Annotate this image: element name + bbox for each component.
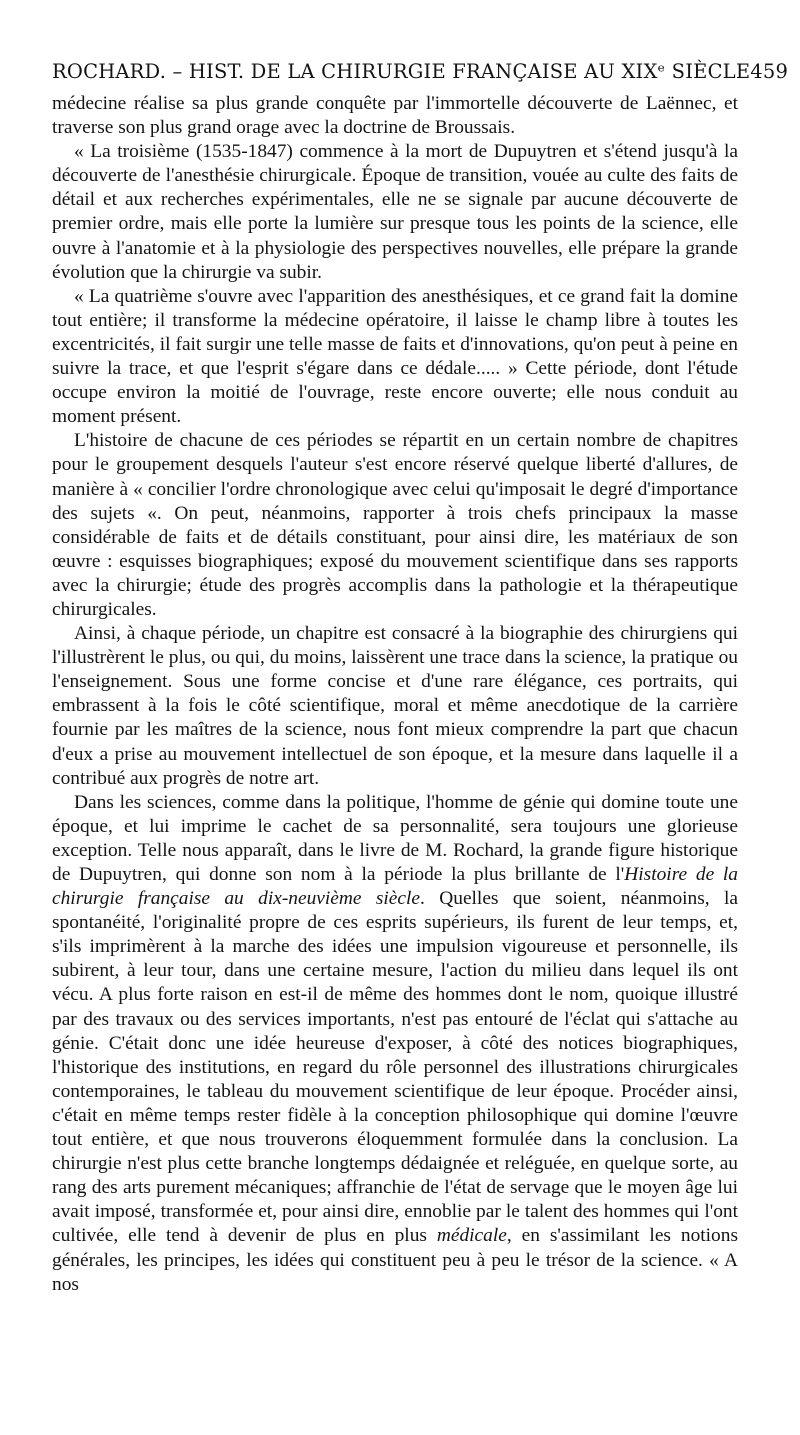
paragraph-text: . Quelles que soient, néanmoins, la spontanéité, l'originalité propre de ces esprits supérieurs, ils furent de leur temps, et, s'ils imprimèrent à la marche des idées une impulsion vigoureuse et personnelle, ils subirent, à leur tour, dans une certaine mesure, l'action du milieu dans lequel ils ont vécu. A plus forte raison en est-il de même des hommes dont le nom, quoique illustré par des travaux ou des services importants, n'est pas entouré de l'éclat qui s'attache au génie. C'était donc une idée heureuse d'exposer, à côté des notices biographiques, l'historique des institutions, en regard du rôle personnel des illustrations chirurgicales contemporaines, le tableau du mouvement scientifique de leur époque. Procéder ainsi, c'était en même temps rester fidèle à la conception philosophique qui domine l'œuvre tout entière, et que nous trouverons éloquemment formulée dans la conclusion. La chirurgie n'est plus cette branche longtemps dédaignée et reléguée, en quelque sorte, au rang des arts purement mécaniques; affranchie de l'état de servage que le moyen âge lui avait imposé, transformée et, pour ainsi dire, ennoblie par le talent des hommes qui l'ont cultivée, elle tend à devenir de plus en plus [52,888,738,1247]
paragraph: Ainsi, à chaque période, un chapitre est consacré à la biographie des chirurgiens qui l'illustrèrent le plus, ou qui, du moins, laissèrent une trace dans la science, la pratique ou l'enseignement. Sous une forme concise et d'une rare élégance, ces portraits, qui embrassent à la fois le côté scientifique, moral et même anecdotique de la carrière fournie par les maîtres de la science, nous font mieux comprendre la part que chacun d'eux a prise au mouvement intellectuel de son époque, et la mesure dans laquelle il a contribué aux progrès de notre art. [52,623,738,789]
running-head [52,60,789,83]
paragraph: « La quatrième s'ouvre avec l'apparition des anesthésiques, et ce grand fait la domine tout entière; il transforme la médecine opératoire, il laisse le champ libre à toutes les excentricités, il fait surgir une telle masse de faits et d'innovations, qu'on peut à peine en suivre la trace, et que l'esprit s'égare dans ce dédale..... » Cette période, dont l'étude occupe environ la moitié de l'ouvrage, reste encore ouverte; elle nous conduit au moment présent. [52,285,738,428]
paragraph: L'histoire de chacune de ces périodes se répartit en un certain nombre de chapitres pour le groupement desquels l'auteur s'est encore réservé quelque liberté d'allures, de manière à « concilier l'ordre chronologique avec celui qu'imposait le degré d'importance des sujets «. On peut, néanmoins, rapporter à trois chefs principaux la masse considérable de faits et de détails constituant, pour ainsi dire, les matériaux de son œuvre : esquisses biographiques; exposé du mouvement scientifique dans ses rapports avec la chirurgie; étude des progrès accomplis dans la pathologie et la thérapeutique chirurgicales. [52,430,738,620]
running-head-title: ROCHARD. – HIST. DE LA CHIRURGIE FRANÇAISE AU XIXᵉ SIÈCLE [52,60,751,83]
paragraph: médecine réalise sa plus grande conquête par l'immortelle découverte de Laënnec, et traverse son plus grand orage avec la doctrine de Broussais. [52,93,738,139]
paragraph: « La troisième (1535-1847) commence à la mort de Dupuytren et s'étend jusqu'à la découverte de l'anesthésie chirurgicale. Époque de transition, vouée au culte des faits de détail et aux recherches expérimentales, elle ne se signale par aucune découverte de premier ordre, mais elle porte la lumière sur presque tous les points de la science, elle ouvre à l'anatomie et à la physiologie des perspectives nouvelles, elle prépare la grande évolution que la chirurgie va subir. [52,141,738,283]
page-number: 459 [750,60,789,83]
paragraph [52,791,738,1297]
paragraph-text: , en s'assimilant les notions générales, les principes, les idées qui constituent peu à peu le trésor de la science. « A nos [52,1225,738,1295]
body-text [52,92,738,1297]
emphasis: médicale [436,1225,507,1247]
book-title: Histoire de la chirurgie française au dix-neuvième siècle [52,864,739,910]
paragraph-text: Dans les sciences, comme dans la politique, l'homme de génie qui domine toute une époque, et lui imprime le cachet de sa personnalité, sera toujours une glorieuse exception. Telle nous apparaît, dans le livre de M. Rochard, la grande figure historique de Dupuytren, qui donne son nom à la période la plus brillante de l' [52,791,738,885]
